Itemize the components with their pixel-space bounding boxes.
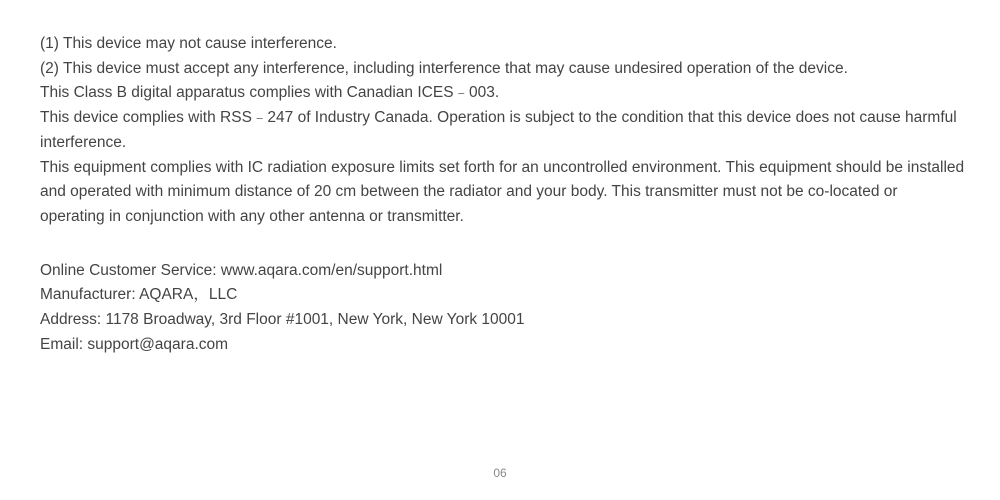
- customer-service-line: Online Customer Service: www.aqara.com/en/support.html: [40, 261, 443, 279]
- compliance-line-interference: (1) This device may not cause interference.: [40, 35, 337, 52]
- compliance-statements: [40, 32, 965, 230]
- compliance-line-radiation-exposure: This equipment complies with IC radiation exposure limits set forth for an uncontrolled environment. This equipment should be installed and operated with minimum distance of 20 cm between the radiator and your body. This transmitter must not be co-located or operating in conjunction with any other antenna or transmitter.: [40, 158, 965, 225]
- compliance-line-rss: This device complies with RSS﹣247 of Industry Canada. Operation is subject to the condition that this device does not cause harmful interference.: [40, 109, 957, 151]
- email-line: Email: support@aqara.com: [40, 335, 229, 353]
- manufacturer-line: Manufacturer: AQARA，LLC: [40, 286, 238, 304]
- contact-info: [40, 259, 965, 358]
- compliance-line-accept-interference: (2) This device must accept any interference, including interference that may cause undesired operation of the device.: [40, 59, 848, 77]
- document-body: [40, 32, 965, 357]
- compliance-line-ices: This Class B digital apparatus complies with Canadian ICES﹣003.: [40, 84, 500, 102]
- page-number: 06: [493, 466, 507, 480]
- address-line: Address: 1178 Broadway, 3rd Floor #1001, New York, New York 10001: [40, 311, 525, 329]
